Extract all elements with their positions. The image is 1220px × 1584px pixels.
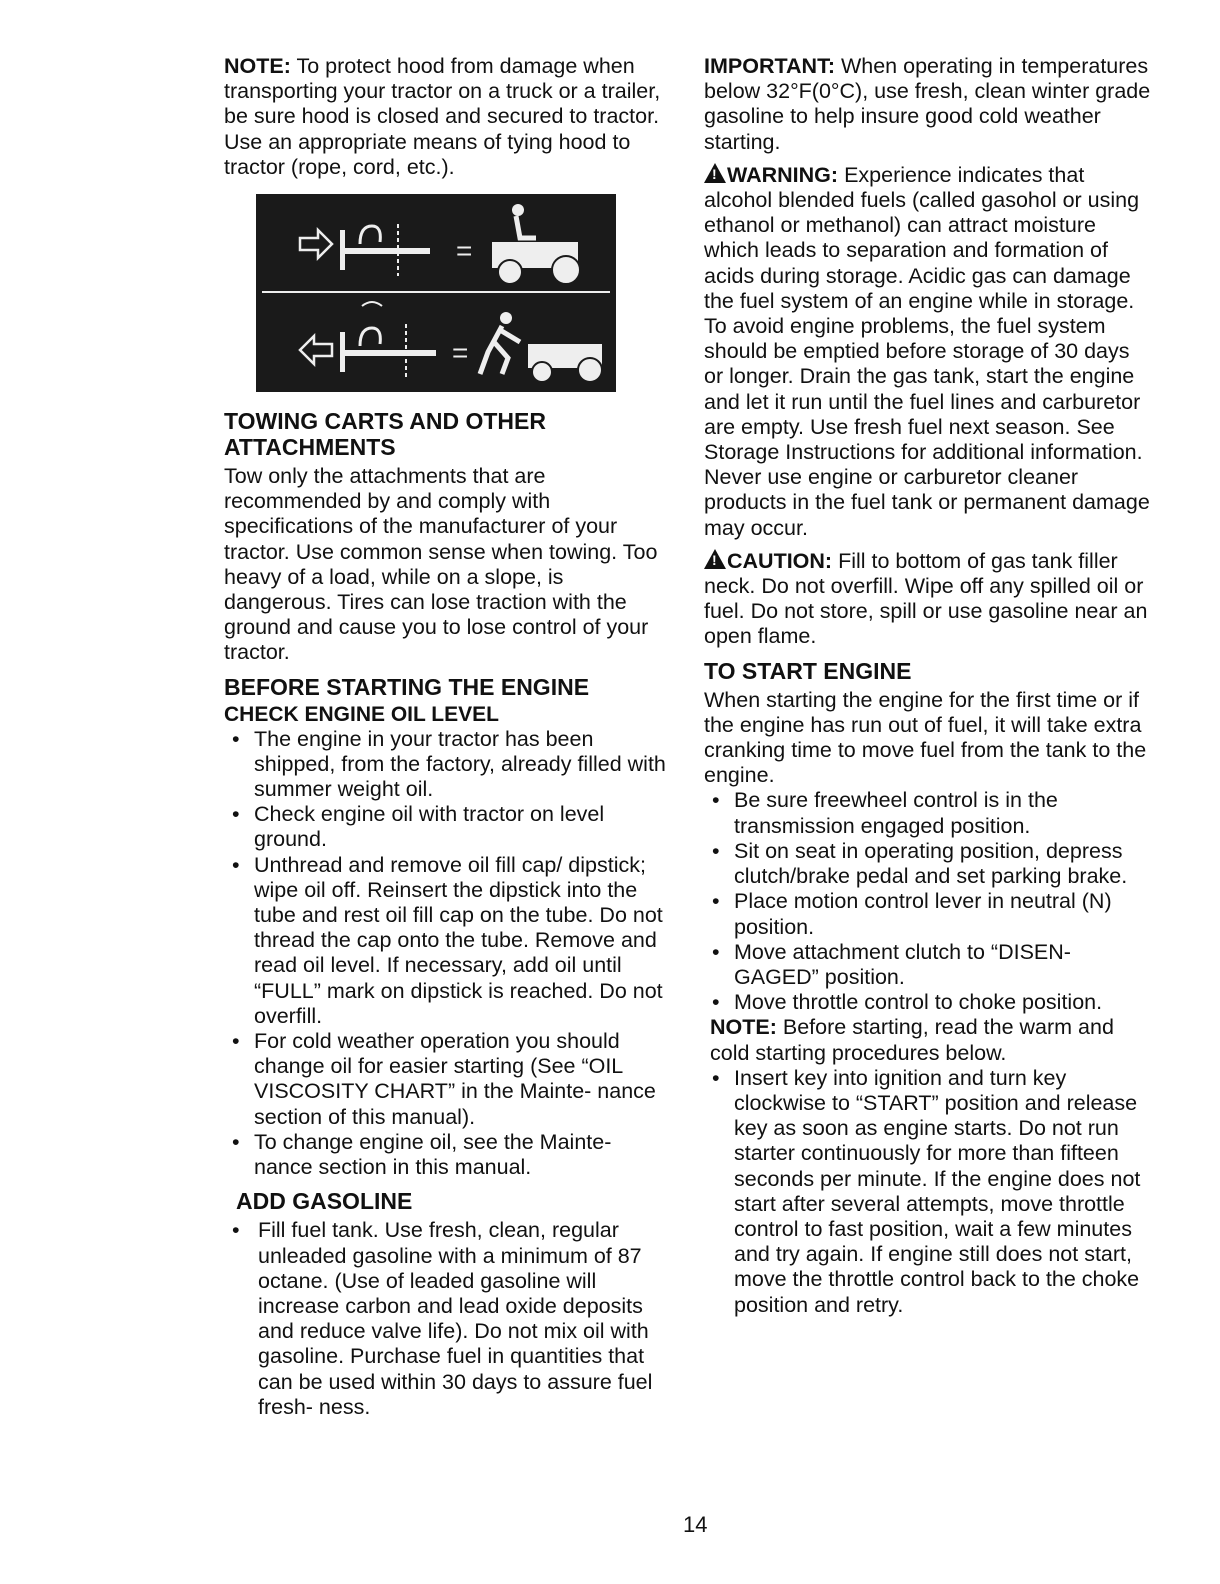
warning-text: Experience indicates that alcohol blended fuels (called gasohol or using ethanol or methanol) can attract moisture which leads to separation and formation of acids during storage. Acidic gas can damage the fuel system of an engine while in storage. To avoid engine problems, the fuel system should be emptied before storage of 30 days or longer. Drain the gas tank, start the engine and let it run until the fuel lines and carburetor are empty. Use fresh fuel next season. See Storage Instructions for additional information. Never use engine or carburetor cleaner products in the fuel tank or permanent damage may occur. [704,162,1150,540]
start-note [704,1015,1154,1065]
list-item: • Move attachment clutch to “DISEN- GAGED” position. [704,940,1154,990]
list-item: • Move throttle control to choke position. [704,990,1154,1015]
list-item: • Fill fuel tank. Use fresh, clean, regular unleaded gasoline with a minimum of 87 octane. (Use of leaded gasoline will increase carbon and lead oxide deposits and reduce valve life). Do not mix oil with gasoline. Purchase fuel in quantities that can be used within 30 days to assure fuel fresh- ness. [224,1218,674,1420]
note-label: NOTE: [224,54,291,78]
important-note [704,54,1154,155]
note-text: To protect hood from damage when transporting your tractor on a truck or a trailer, be sure hood is closed and secured to tractor. Use an appropriate means of tying hood to tractor (rope, cord, etc.). [224,54,661,179]
person-pulling-tractor-icon [480,312,602,382]
list-item: • For cold weather operation you should change oil for easier starting (See “OIL VISCOSITY CHART” in the Mainte- nance section of this manual). [224,1029,674,1130]
before-starting-heading: BEFORE STARTING THE ENGINE [224,673,590,700]
towing-text: Tow only the attachments that are recommended by and comply with specifications of the manufacturer of your tractor. Use common sense when towing. Too heavy of a load, while on a slope, is dangerous. Tires can lose traction with the ground and cause you to lose control of your tractor. [224,464,658,665]
hood-note [224,54,674,180]
important-text: When operating in temperatures below 32°F(0°C), use fresh, clean winter grade gasoline to help insure good cold weather starting. [704,54,1151,154]
list-item: • Sit on seat in operating position, depress clutch/brake pedal and set parking brake. [704,839,1154,889]
start-note-text: Before starting, read the warm and cold starting procedures below. [710,1015,1114,1065]
caution-triangle-icon [704,549,726,569]
caution-text: Fill to bottom of gas tank filler neck. Do not overfill. Wipe off any spilled oil or fuel. Do not store, spill or use gasoline near an open flame. [704,548,1148,649]
warning-block [704,163,1154,541]
right-column [704,54,1154,1318]
page-number: 14 [683,1512,708,1537]
list-item: • To change engine oil, see the Mainte- nance section in this manual. [224,1130,674,1180]
warning-triangle-icon [704,163,726,183]
svg-text:=: = [456,235,473,267]
towing-illustration [256,194,616,392]
list-item: • The engine in your tractor has been shipped, from the factory, already filled with summer weight oil. [224,727,674,803]
svg-text:=: = [452,337,469,369]
towing-heading: TOWING CARTS AND OTHER ATTACHMENTS [224,408,546,461]
check-oil-subheading: CHECK ENGINE OIL LEVEL [224,702,499,726]
caution-label: CAUTION: [727,548,833,573]
add-gasoline-heading: ADD GASOLINE [236,1188,413,1215]
left-column [224,54,674,1420]
list-item: • Unthread and remove oil fill cap/ dipstick; wipe oil off. Reinsert the dipstick into the tube and rest oil fill cap on the tube. Do not thread the cap onto the tube. Remove and read oil level. If necessary, add oil until “FULL” mark on dipstick is reached. Do not overfill. [224,853,674,1029]
start-engine-heading: TO START ENGINE [704,657,912,684]
start-engine-text: When starting the engine for the first time or if the engine has run out of fuel, it will take extra cranking time to move fuel from the tank to the engine. [704,687,1147,788]
list-item: • Insert key into ignition and turn key clockwise to “START” position and release key as soon as engine starts. Do not run starter continuously for more than fifteen seconds per minute. If the engine does not start after several attempts, move throttle control to fast position, wait a few minutes and try again. If engine still does not start, move the throttle control back to the choke position and retry. [704,1066,1154,1318]
arrow-right-icon [300,230,332,258]
list-item: • Place motion control lever in neutral (N) position. [704,889,1154,939]
list-item: • Check engine oil with tractor on level ground. [224,802,674,852]
list-item: • Be sure freewheel control is in the transmission engaged position. [704,788,1154,838]
caution-block [704,549,1154,650]
important-label: IMPORTANT: [704,54,835,78]
start-bullet-list-2 [704,1066,1154,1318]
start-note-label: NOTE: [710,1015,777,1040]
start-bullet-list [704,788,1154,1015]
towing-decal-image [256,194,616,392]
tractor-icon [492,204,580,284]
warning-label: WARNING: [727,162,839,187]
gasoline-bullet-list [224,1218,674,1420]
oil-bullet-list [224,727,674,1181]
arrow-left-icon [300,336,332,364]
